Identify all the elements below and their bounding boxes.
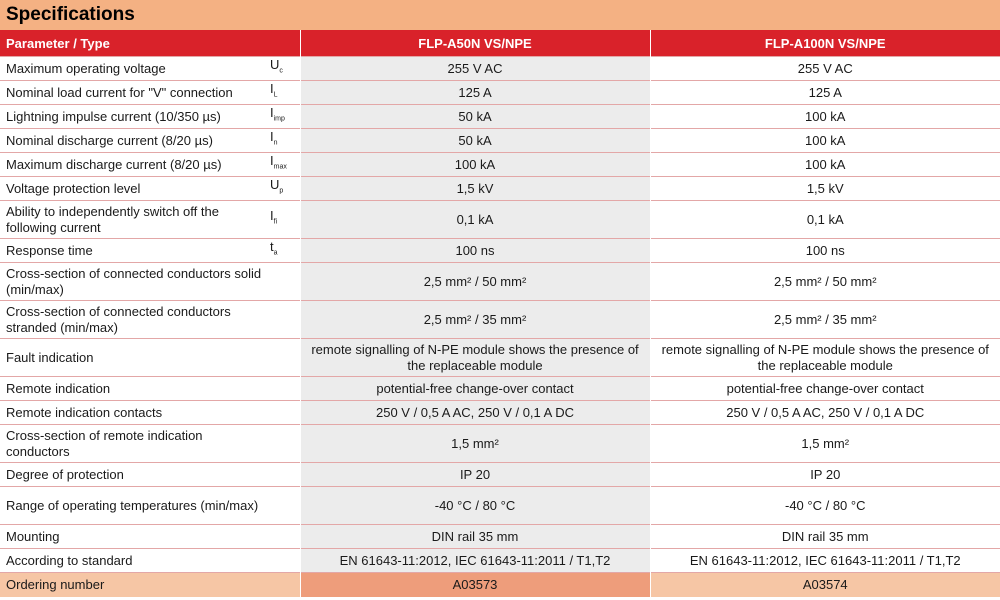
table-row [0, 339, 1000, 377]
value-cell-a: 50 kA [300, 129, 650, 153]
table-row [0, 105, 1000, 129]
symbol-cell [268, 177, 300, 201]
symbol-letter: I [270, 81, 274, 97]
value-cell-a: EN 61643-11:2012, IEC 61643-11:2011 / T1,T2 [300, 549, 650, 573]
value-cell-b: -40 °C / 80 °C [650, 487, 1000, 525]
table-row [0, 573, 1000, 597]
symbol-cell [268, 487, 300, 525]
value-cell-a: 125 A [300, 81, 650, 105]
symbol-cell [268, 201, 300, 239]
value-cell-a: A03573 [300, 573, 650, 597]
value-cell-b: 255 V AC [650, 57, 1000, 81]
value-cell-b: 250 V / 0,5 A AC, 250 V / 0,1 A DC [650, 401, 1000, 425]
value-cell-b: EN 61643-11:2012, IEC 61643-11:2011 / T1,T2 [650, 549, 1000, 573]
symbol-cell [268, 377, 300, 401]
table-body [0, 57, 1000, 597]
parameter-cell: Ordering number [0, 573, 268, 597]
value-cell-a: potential-free change-over contact [300, 377, 650, 401]
value-cell-a: 1,5 mm² [300, 425, 650, 463]
parameter-cell: Nominal load current for "V" connection [0, 81, 268, 105]
symbol-cell [268, 105, 300, 129]
symbol-letter: U [270, 177, 280, 193]
value-cell-a: 2,5 mm² / 35 mm² [300, 301, 650, 339]
symbol-subscript: c [279, 67, 283, 75]
parameter-cell: Remote indication [0, 377, 268, 401]
symbol-letter: I [270, 208, 274, 224]
parameter-cell: Degree of protection [0, 463, 268, 487]
table-row [0, 301, 1000, 339]
value-cell-b: IP 20 [650, 463, 1000, 487]
value-cell-b: 1,5 mm² [650, 425, 1000, 463]
table-row [0, 177, 1000, 201]
value-cell-a: -40 °C / 80 °C [300, 487, 650, 525]
symbol-cell [268, 339, 300, 377]
table-row [0, 153, 1000, 177]
value-cell-a: 250 V / 0,5 A AC, 250 V / 0,1 A DC [300, 401, 650, 425]
table-row [0, 425, 1000, 463]
value-cell-a: 50 kA [300, 105, 650, 129]
symbol-subscript: p [279, 187, 284, 195]
symbol-cell [268, 57, 300, 81]
page-title: Specifications [6, 4, 135, 25]
parameter-cell: Cross-section of connected conductors stranded (min/max) [0, 301, 268, 339]
table-row [0, 239, 1000, 263]
value-cell-a: 2,5 mm² / 50 mm² [300, 263, 650, 301]
symbol-subscript: imp [273, 115, 285, 123]
symbol-cell [268, 153, 300, 177]
symbol-subscript: n [273, 139, 278, 147]
table-row [0, 487, 1000, 525]
parameter-cell: Maximum discharge current (8/20 µs) [0, 153, 268, 177]
value-cell-b: 100 kA [650, 129, 1000, 153]
parameter-cell: Nominal discharge current (8/20 µs) [0, 129, 268, 153]
value-cell-b: 2,5 mm² / 50 mm² [650, 263, 1000, 301]
parameter-cell: Mounting [0, 525, 268, 549]
symbol-cell [268, 463, 300, 487]
symbol-cell [268, 573, 300, 597]
symbol-letter: t [270, 239, 274, 255]
parameter-cell: Cross-section of connected conductors solid (min/max) [0, 263, 268, 301]
symbol-letter: I [270, 105, 274, 121]
symbol-letter: I [270, 129, 274, 145]
table-row [0, 525, 1000, 549]
table-row [0, 129, 1000, 153]
value-cell-b: 100 kA [650, 105, 1000, 129]
symbol-letter: U [270, 57, 280, 73]
value-cell-b: 100 kA [650, 153, 1000, 177]
symbol-cell [268, 549, 300, 573]
specifications-table [0, 30, 1000, 597]
value-cell-a: 1,5 kV [300, 177, 650, 201]
value-cell-a: 0,1 kA [300, 201, 650, 239]
table-row [0, 377, 1000, 401]
symbol-cell [268, 425, 300, 463]
table-row [0, 57, 1000, 81]
value-cell-b: 125 A [650, 81, 1000, 105]
parameter-cell: Voltage protection level [0, 177, 268, 201]
value-cell-a: remote signalling of N-PE module shows the presence of the replaceable module [300, 339, 650, 377]
symbol-cell [268, 239, 300, 263]
parameter-cell: Ability to independently switch off the following current [0, 201, 268, 239]
value-cell-a: DIN rail 35 mm [300, 525, 650, 549]
table-row [0, 549, 1000, 573]
header-col-b: FLP-A100N VS/NPE [650, 30, 1000, 57]
parameter-cell: According to standard [0, 549, 268, 573]
value-cell-a: 255 V AC [300, 57, 650, 81]
value-cell-b: 100 ns [650, 239, 1000, 263]
symbol-subscript: L [273, 91, 278, 99]
parameter-cell: Cross-section of remote indication conductors [0, 425, 268, 463]
value-cell-b: potential-free change-over contact [650, 377, 1000, 401]
table-header-row [0, 30, 1000, 57]
parameter-cell: Maximum operating voltage [0, 57, 268, 81]
value-cell-b: remote signalling of N-PE module shows the presence of the replaceable module [650, 339, 1000, 377]
symbol-cell [268, 301, 300, 339]
symbol-cell [268, 401, 300, 425]
value-cell-a: 100 kA [300, 153, 650, 177]
table-row [0, 81, 1000, 105]
parameter-cell: Range of operating temperatures (min/max) [0, 487, 268, 525]
symbol-cell [268, 525, 300, 549]
header-parameter: Parameter / Type [0, 30, 300, 57]
parameter-cell: Lightning impulse current (10/350 µs) [0, 105, 268, 129]
value-cell-b: 0,1 kA [650, 201, 1000, 239]
value-cell-a: 100 ns [300, 239, 650, 263]
value-cell-b: 1,5 kV [650, 177, 1000, 201]
header-col-a: FLP-A50N VS/NPE [300, 30, 650, 57]
symbol-cell [268, 263, 300, 301]
table-row [0, 401, 1000, 425]
symbol-subscript: max [273, 163, 287, 171]
symbol-cell [268, 129, 300, 153]
symbol-letter: I [270, 153, 274, 169]
title-bar [0, 0, 1000, 30]
value-cell-a: IP 20 [300, 463, 650, 487]
parameter-cell: Fault indication [0, 339, 268, 377]
table-row [0, 463, 1000, 487]
value-cell-b: 2,5 mm² / 35 mm² [650, 301, 1000, 339]
parameter-cell: Remote indication contacts [0, 401, 268, 425]
value-cell-b: A03574 [650, 573, 1000, 597]
symbol-subscript: fi [273, 218, 278, 226]
parameter-cell: Response time [0, 239, 268, 263]
symbol-cell [268, 81, 300, 105]
table-row [0, 263, 1000, 301]
value-cell-b: DIN rail 35 mm [650, 525, 1000, 549]
symbol-subscript: a [273, 249, 278, 257]
table-row [0, 201, 1000, 239]
